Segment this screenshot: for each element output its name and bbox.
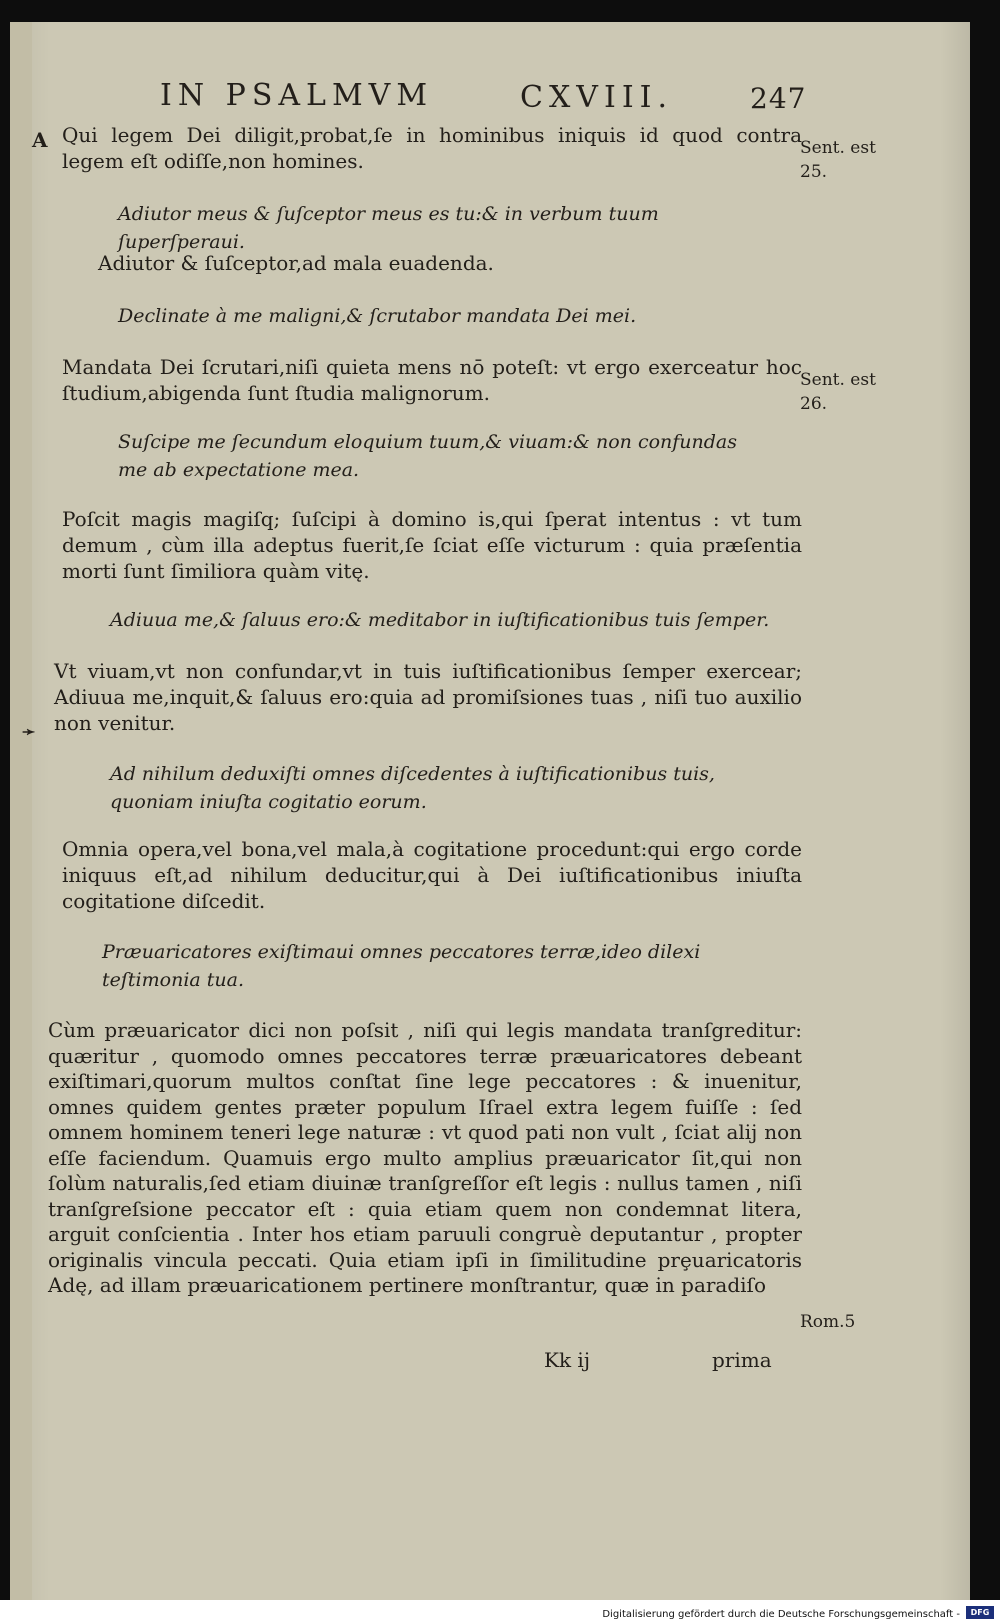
sidenote-sent-25: Sent. est 25. <box>800 138 876 182</box>
commentary-paragraph: Vt viuam,vt non confundar,vt in tuis iuſtificationibus ſemper exercear; Adiuua me,inquit,& ſaluus ero:quia ad promiſsiones tuas , niſi tuo auxilio non venitur. <box>54 659 802 735</box>
psalm-verse: Præuaricatores exiſtimaui omnes peccatores terræ,ideo dilexi teſtimonia tua. <box>102 941 701 991</box>
dfg-logo: DFG <box>966 1606 994 1619</box>
commentary-paragraph: Mandata Dei ſcrutari,niſi quieta mens nō poteſt: vt ergo exerceatur hoc ſtudium,abigenda ſunt ſtudia malignorum. <box>62 355 802 405</box>
commentary-paragraph: Qui legem Dei diligit,probat,ſe in hominibus iniquis id quod contra legem eſt odiſſe,non homines. <box>62 123 802 173</box>
footer-bar <box>0 1600 1000 1624</box>
psalm-verse: Suſcipe me ſecundum eloquium tuum,& viuam:& non confundas me ab expectatione mea. <box>118 431 738 481</box>
section-letter: A <box>32 128 48 152</box>
book-page <box>10 22 970 1600</box>
sidenote-rom: Rom.5 <box>800 1312 856 1332</box>
digitization-credit: Digitalisierung gefördert durch die Deutsche Forschungsgemeinschaft - <box>602 1609 960 1620</box>
psalm-verse: Adiuua me,& ſaluus ero:& meditabor in iuſtificationibus tuis ſemper. <box>110 609 770 631</box>
header-title-right: CXVIII. <box>520 80 674 115</box>
psalm-verse: Declinate à me maligni,& ſcrutabor mandata Dei mei. <box>118 305 637 327</box>
commentary-paragraph: Cùm præuaricator dici non poſsit , niſi qui legis mandata tranſgreditur: quæritur , quomodo omnes peccatores terræ præuaricatores debeant exiſtimari,quorum multos conſtat ſine lege peccatores : & inuenitur, omnes quidem gentes præter populum Iſrael extra legem fuiſſe : ſed omnem hominem teneri lege naturæ : vt quod pati non vult , ſciat alij non eſſe faciendum. Quamuis ergo multo amplius præuaricator ſit,qui non ſolùm naturalis,ſed etiam diuinæ tranſgreſſor eſt legis : nullus tamen , niſi tranſgreſsione peccator eſt : quia etiam quem non condemnat litera, arguit conſcientia . Inter hos etiam paruuli congruè deputantur , propter originalis vincula peccati. Quia etiam ipſi in ſimilitudine prȩuaricatoris Adę, ad illam præuaricationem pertinere monſtrantur, quæ in paradiſo <box>48 1018 802 1297</box>
running-header <box>160 78 807 118</box>
binding-edge <box>10 22 32 1600</box>
sidenote-sent-26: Sent. est 26. <box>800 370 876 414</box>
page-number: 247 <box>750 82 807 115</box>
catchword: prima <box>712 1348 772 1372</box>
psalm-verse: Adiutor meus & ſuſceptor meus es tu:& in verbum tuum ſuperſperaui. <box>118 203 659 253</box>
pointer-mark: ➛ <box>22 722 36 741</box>
psalm-verse: Ad nihilum deduxiſti omnes diſcedentes à iuſtificationibus tuis, quoniam iniuſta cogitatio eorum. <box>110 763 715 813</box>
commentary-paragraph: Omnia opera,vel bona,vel mala,à cogitatione procedunt:qui ergo corde iniquus eſt,ad nihilum deducitur,qui à Dei iuſtificationibus iniuſta cogitatione diſcedit. <box>62 837 802 913</box>
commentary-paragraph: Adiutor & ſuſceptor,ad mala euadenda. <box>98 251 494 275</box>
signature-mark: Kk ij <box>544 1348 591 1372</box>
commentary-paragraph: Poſcit magis magiſq; ſuſcipi à domino is,qui ſperat intentus : vt tum demum , cùm illa adeptus fuerit,ſe ſciat eſſe victurum : quia præſentia morti ſunt ſimiliora quàm vitę. <box>62 507 802 583</box>
header-title-left: IN PSALMVM <box>160 78 434 113</box>
